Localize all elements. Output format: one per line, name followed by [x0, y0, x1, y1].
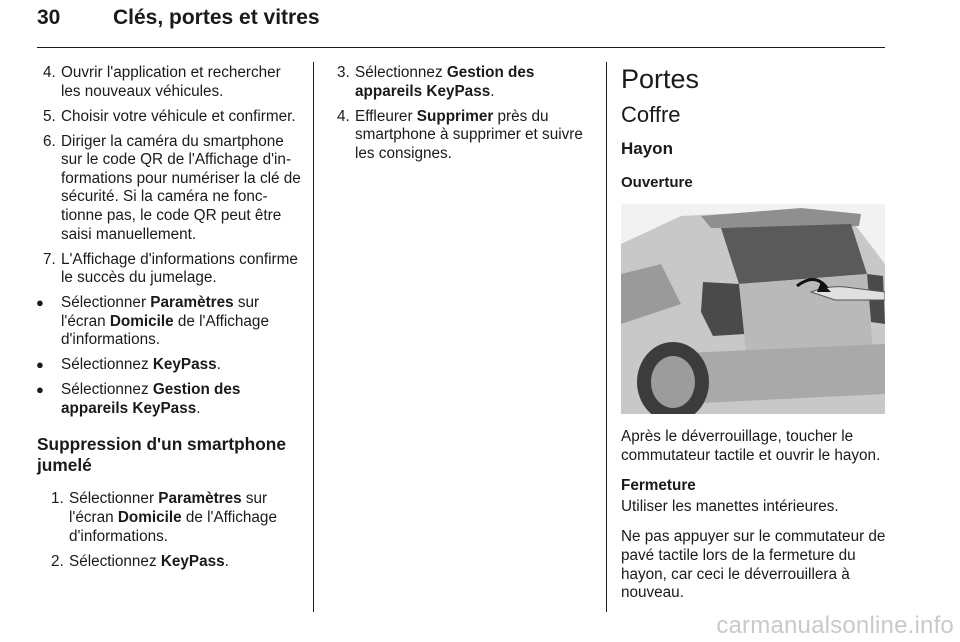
page-number: 30: [37, 6, 61, 29]
column-divider-1: [313, 62, 314, 612]
page-header: [37, 6, 885, 46]
steps-list: [37, 64, 303, 288]
list-item: 3. Sélectionnez Gestion des appareils KeyPass.: [337, 64, 535, 100]
list-item: 4. Ouvrir l'application et rechercher les nouveaux véhicules.: [43, 64, 281, 100]
section-heading: Suppression d'un smartphone jumelé: [37, 434, 286, 476]
paragraph-closing-1: Utiliser les manettes intérieures.: [621, 497, 839, 515]
list-item: ● Sélectionner Paramètres sur l'écran Domicile de l'Affichage d'informations.: [36, 294, 269, 349]
heading-portes: Portes: [621, 64, 700, 94]
heading-fermeture: Fermeture: [621, 477, 696, 495]
paragraph-closing-2: Ne pas appuyer sur le commutateur de pavé tactile lors de la fermeture du hayon, car ceci le déverrouillera à nouveau.: [621, 528, 886, 602]
column-divider-2: [606, 62, 607, 612]
bullet-list: [37, 294, 303, 418]
heading-ouverture: Ouverture: [621, 174, 693, 191]
bullet-icon: ●: [36, 295, 44, 311]
list-item: 2. Sélectionnez KeyPass.: [51, 552, 229, 570]
tailgate-illustration: [621, 204, 885, 414]
heading-hayon: Hayon: [621, 139, 673, 158]
list-item: 7. L'Affichage d'informations confirme le succès du jumelage.: [43, 250, 298, 287]
heading-coffre: Coffre: [621, 102, 681, 127]
watermark: carmanualsonline.info: [716, 612, 954, 639]
list-item: ● Sélectionnez Gestion des appareils KeyPass.: [36, 381, 241, 417]
column-1: [37, 64, 303, 578]
removal-steps-list: [45, 490, 303, 571]
bullet-icon: ●: [36, 357, 44, 373]
paragraph-opening: Après le déverrouillage, toucher le commutateur tactile et ouvrir le hayon.: [621, 428, 881, 464]
column-2: [331, 64, 596, 170]
list-item: 5. Choisir votre véhicule et confirmer.: [43, 107, 296, 125]
list-item: 1. Sélectionner Paramètres sur l'écran Domicile de l'Affichage d'informations.: [51, 490, 277, 545]
list-item: 4. Effleurer Supprimer près du smartphone à supprimer et suivre les consignes.: [337, 107, 583, 162]
header-rule: [37, 47, 885, 48]
column-3: [621, 64, 889, 615]
list-item: ● Sélectionnez KeyPass.: [36, 356, 221, 374]
steps-list-continued: [331, 64, 596, 163]
bullet-icon: ●: [36, 382, 44, 398]
car-rear-icon: [621, 204, 885, 414]
list-item: 6. Diriger la caméra du smartphone sur le code QR de l'Affichage d'informations pour numériser la clé de sécurité. Si la caméra ne fonctionne pas, le code QR peut être saisi manuellement.: [43, 132, 301, 243]
chapter-title: Clés, portes et vitres: [113, 6, 320, 29]
